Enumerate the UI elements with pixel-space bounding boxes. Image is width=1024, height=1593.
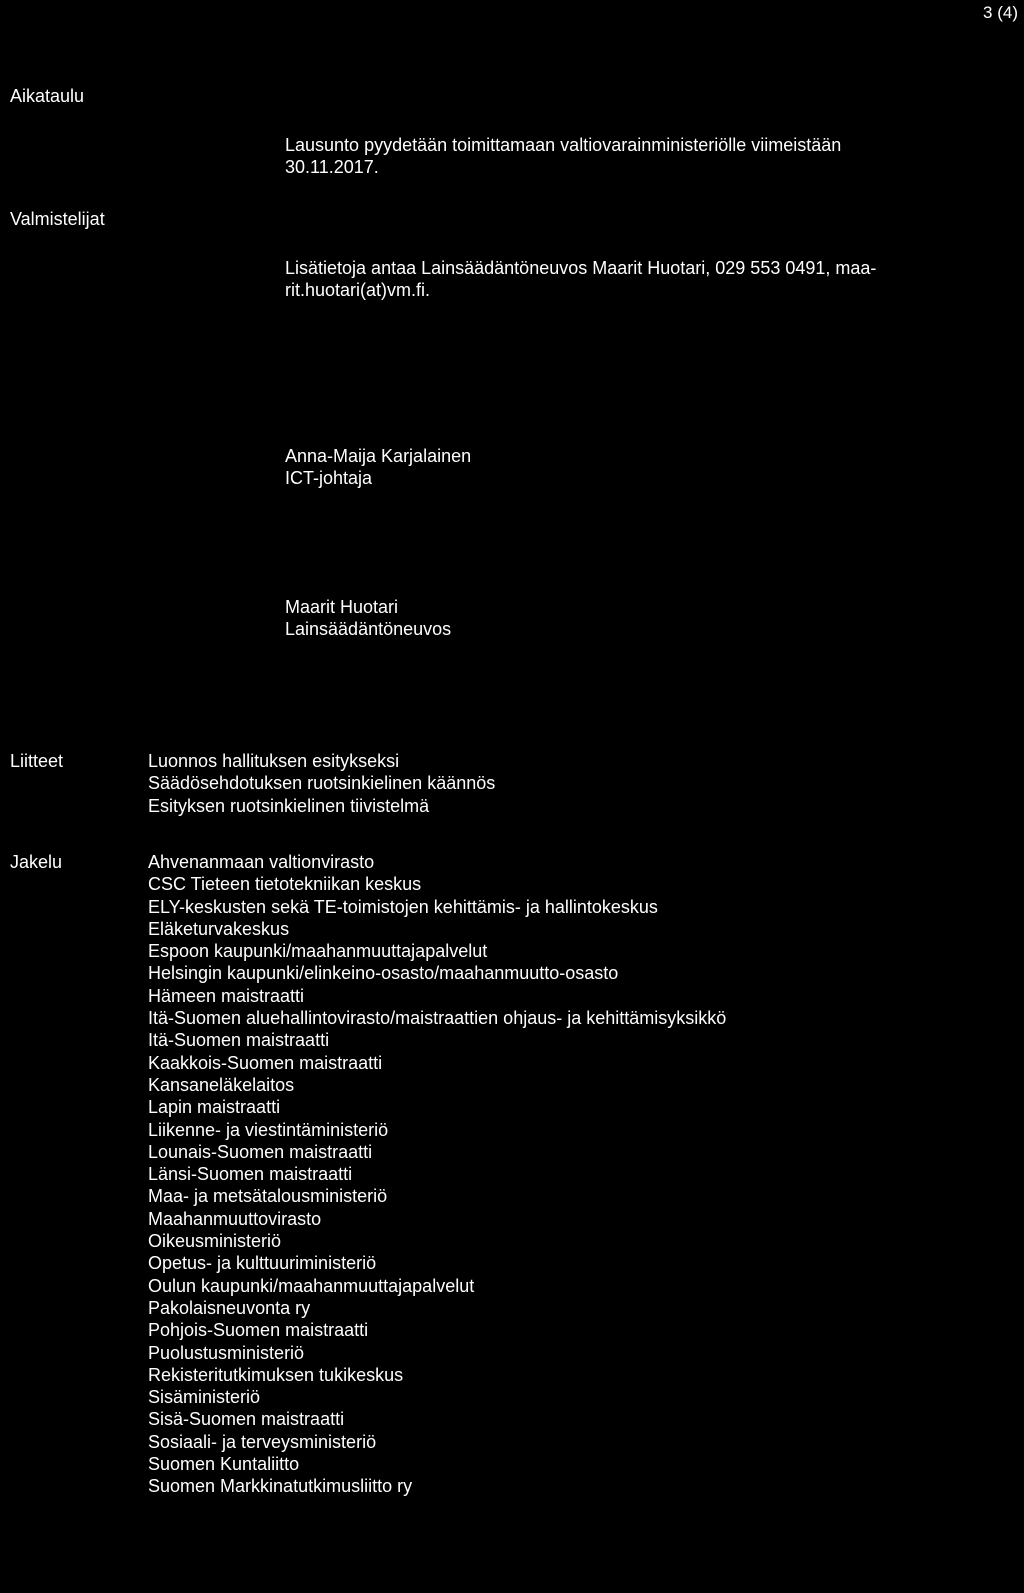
preparers-label: Valmistelijat <box>10 209 105 229</box>
signatory-name: Maarit Huotari <box>285 597 399 617</box>
list-item: Pohjois-Suomen maistraatti <box>148 1320 369 1341</box>
attachments-list <box>148 750 495 817</box>
schedule-text-line: 30.11.2017. <box>285 157 379 177</box>
list-item: Suomen Kuntaliitto <box>148 1454 300 1475</box>
list-item: Kansaneläkelaitos <box>148 1074 295 1095</box>
list-item: Lounais-Suomen maistraatti <box>148 1141 373 1162</box>
schedule-text <box>285 134 841 178</box>
signatory-name: Anna-Maija Karjalainen <box>285 446 472 466</box>
list-item: Eläketurvakeskus <box>148 918 290 939</box>
list-item: Lapin maistraatti <box>148 1097 281 1118</box>
attachments-label: Liitteet <box>10 751 64 771</box>
list-item: Opetus- ja kulttuuriministeriö <box>148 1253 377 1274</box>
list-item: Länsi-Suomen maistraatti <box>148 1164 353 1185</box>
list-item: Helsingin kaupunki/elinkeino-osasto/maahanmuutto-osasto <box>148 963 619 984</box>
list-item: Säädösehdotuksen ruotsinkielinen käännös <box>148 773 496 794</box>
schedule-label: Aikataulu <box>10 86 85 106</box>
list-item: ELY-keskusten sekä TE-toimistojen kehittämis- ja hallintokeskus <box>148 896 658 917</box>
list-item: Itä-Suomen aluehallintovirasto/maistraattien ohjaus- ja kehittämisyksikkö <box>148 1008 727 1029</box>
signatory-title: Lainsäädäntöneuvos <box>285 619 452 639</box>
list-item: Sisäministeriö <box>148 1387 261 1408</box>
list-item: Espoon kaupunki/maahanmuuttajapalvelut <box>148 941 488 962</box>
signatory-title: ICT-johtaja <box>285 468 373 488</box>
list-item: Esityksen ruotsinkielinen tiivistelmä <box>148 795 430 816</box>
list-item: Ahvenanmaan valtionvirasto <box>148 852 375 872</box>
list-item: Itä-Suomen maistraatti <box>148 1030 330 1051</box>
list-item: Liikenne- ja viestintäministeriö <box>148 1119 389 1140</box>
list-item: Rekisteritutkimuksen tukikeskus <box>148 1364 404 1385</box>
preparers-text-line: rit.huotari(at)vm.fi. <box>285 280 431 300</box>
list-item: Sosiaali- ja terveysministeriö <box>148 1431 377 1452</box>
list-item: Sisä-Suomen maistraatti <box>148 1409 345 1430</box>
list-item: Maa- ja metsätalousministeriö <box>148 1186 388 1207</box>
list-item: Maahanmuuttovirasto <box>148 1208 322 1229</box>
schedule-text-line: Lausunto pyydetään toimittamaan valtiovarainministeriölle viimeistään <box>285 135 842 155</box>
list-item: Oulun kaupunki/maahanmuuttajapalvelut <box>148 1275 475 1296</box>
distribution-list <box>148 851 726 1498</box>
list-item: Oikeusministeriö <box>148 1231 282 1252</box>
list-item: Puolustusministeriö <box>148 1342 305 1363</box>
list-item: Hämeen maistraatti <box>148 985 305 1006</box>
distribution-label: Jakelu <box>10 852 63 872</box>
list-item: Luonnos hallituksen esitykseksi <box>148 751 400 771</box>
preparers-text-line: Lisätietoja antaa Lainsäädäntöneuvos Maarit Huotari, 029 553 0491, maa- <box>285 258 877 278</box>
list-item: Pakolaisneuvonta ry <box>148 1297 311 1318</box>
list-item: CSC Tieteen tietotekniikan keskus <box>148 874 422 895</box>
preparers-text <box>285 257 876 301</box>
list-item: Suomen Markkinatutkimusliitto ry <box>148 1476 413 1497</box>
signatory-1 <box>285 445 471 489</box>
list-item: Kaakkois-Suomen maistraatti <box>148 1052 383 1073</box>
signatory-2 <box>285 596 451 640</box>
page-number: 3 (4) <box>983 3 1018 22</box>
